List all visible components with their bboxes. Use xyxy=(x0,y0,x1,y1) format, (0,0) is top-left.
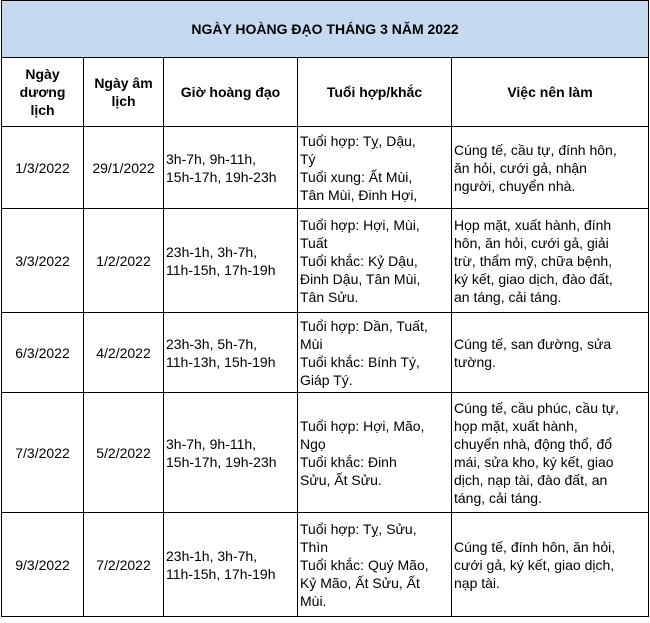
hours-cell: 3h-7h, 9h-11h, 15h-17h, 19h-23h xyxy=(164,393,298,513)
hours-cell: 23h-1h, 3h-7h, 11h-15h, 17h-19h xyxy=(164,513,298,617)
age-cell: Tuổi hợp: Dần, Tuất, Mùi Tuổi khắc: Bính Tý, Giáp Tý. xyxy=(298,313,452,393)
table-row xyxy=(2,313,649,393)
solar-date-cell: 7/3/2022 xyxy=(2,393,84,513)
lunar-date-cell: 7/2/2022 xyxy=(84,513,164,617)
lunar-date-cell: 29/1/2022 xyxy=(84,127,164,209)
tasks-cell: Cúng tế, cầu tự, đính hôn, ăn hỏi, cưới gả, nhận người, chuyển nhà. xyxy=(452,127,649,209)
table-row xyxy=(2,513,649,617)
table-row xyxy=(2,393,649,513)
lunar-date-cell: 1/2/2022 xyxy=(84,209,164,313)
age-cell: Tuổi hợp: Tỵ, Sửu, Thìn Tuổi khắc: Quý Mão, Kỷ Mão, Ất Sửu, Ất Mùi. xyxy=(298,513,452,617)
solar-date-cell: 6/3/2022 xyxy=(2,313,84,393)
header-auspicious-hours: Giờ hoàng đạo xyxy=(164,58,298,127)
tasks-cell: Cúng tế, cầu phúc, cầu tự, họp mặt, xuất hành, chuyển nhà, động thổ, đổ mái, sửa kho, ký kết, giao dịch, nạp tài, đào đất, an táng, cải táng. xyxy=(452,393,649,513)
title-row xyxy=(2,1,649,58)
calendar-table xyxy=(1,0,649,617)
solar-date-cell: 3/3/2022 xyxy=(2,209,84,313)
tasks-cell: Họp mặt, xuất hành, đính hôn, ăn hỏi, cưới gả, giải trừ, thẩm mỹ, chữa bệnh, ký kết, giao dịch, đào đất, an táng, cải táng. xyxy=(452,209,649,313)
header-solar-date: Ngày dương lịch xyxy=(2,58,84,127)
header-row xyxy=(2,58,649,127)
lunar-date-cell: 4/2/2022 xyxy=(84,313,164,393)
tasks-cell: Cúng tế, san đường, sửa tường. xyxy=(452,313,649,393)
hours-cell: 23h-3h, 5h-7h, 11h-13h, 15h-19h xyxy=(164,313,298,393)
age-cell: Tuổi hợp: Hợi, Mùi, Tuất Tuổi khắc: Kỷ Dậu, Đinh Dậu, Tân Mùi, Tân Sửu. xyxy=(298,209,452,313)
header-recommended-tasks: Việc nên làm xyxy=(452,58,649,127)
hours-cell: 3h-7h, 9h-11h, 15h-17h, 19h-23h xyxy=(164,127,298,209)
tasks-cell: Cúng tế, đính hôn, ăn hỏi, cưới gả, ký kết, giao dịch, nạp tài. xyxy=(452,513,649,617)
age-cell: Tuổi hợp: Tỵ, Dậu, Tý Tuổi xung: Ất Mùi, Tân Mùi, Đinh Hợi, xyxy=(298,127,452,209)
solar-date-cell: 9/3/2022 xyxy=(2,513,84,617)
table-row xyxy=(2,209,649,313)
solar-date-cell: 1/3/2022 xyxy=(2,127,84,209)
lunar-date-cell: 5/2/2022 xyxy=(84,393,164,513)
table-title: NGÀY HOÀNG ĐẠO THÁNG 3 NĂM 2022 xyxy=(2,1,649,58)
age-cell: Tuổi hợp: Hợi, Mão, Ngọ Tuổi khắc: Đinh Sửu, Ất Sửu. xyxy=(298,393,452,513)
header-lunar-date: Ngày âm lịch xyxy=(84,58,164,127)
table-row xyxy=(2,127,649,209)
hours-cell: 23h-1h, 3h-7h, 11h-15h, 17h-19h xyxy=(164,209,298,313)
header-compatible-ages: Tuổi hợp/khắc xyxy=(298,58,452,127)
